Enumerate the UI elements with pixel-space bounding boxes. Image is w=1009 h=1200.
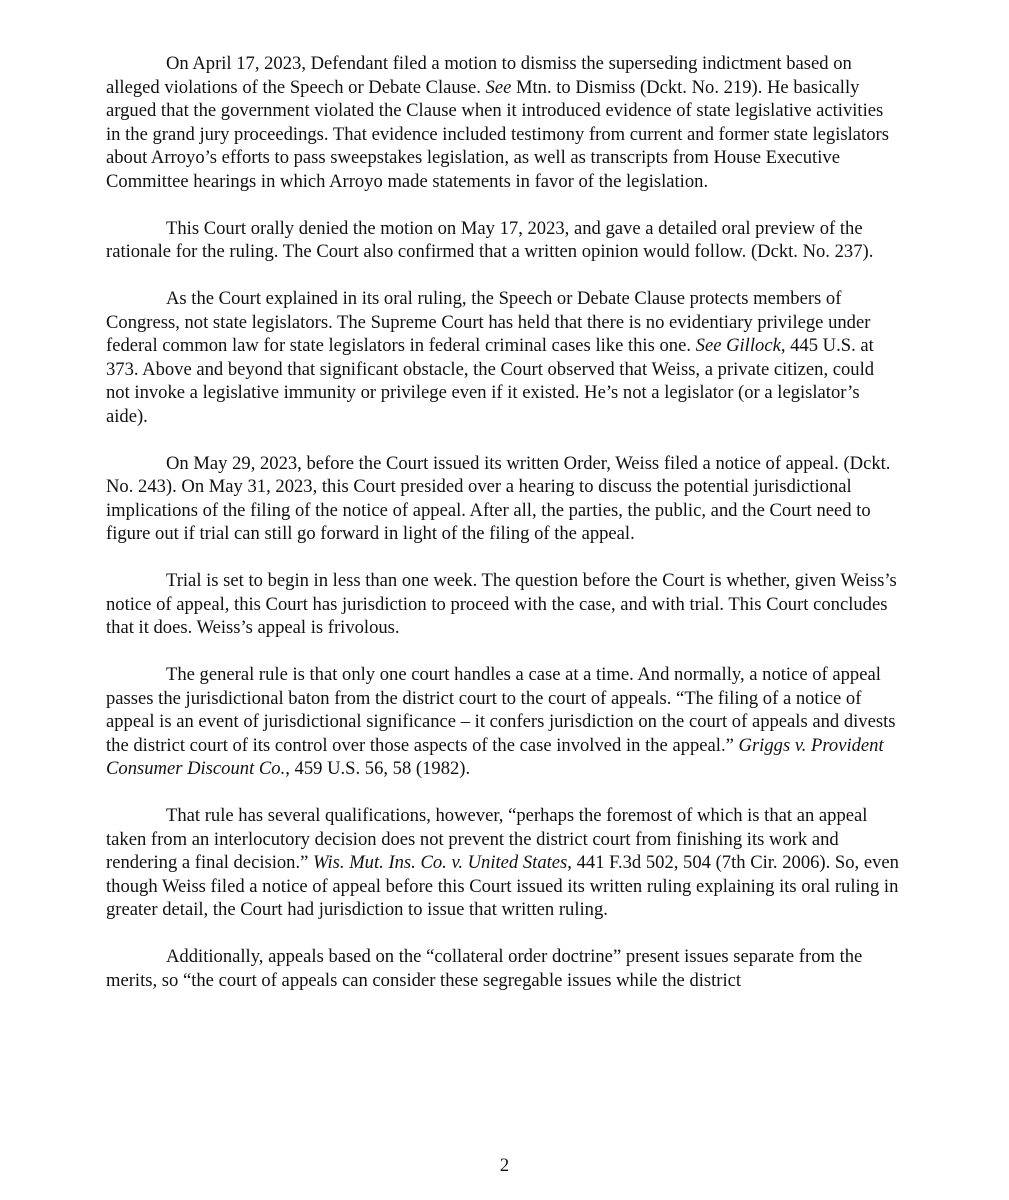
paragraph-notice-of-appeal bbox=[106, 452, 901, 546]
text-run: This Court orally denied the motion on May 17, 2023, and gave a detailed oral preview of the rationale for the ruling. The Court also confirmed that a written opinion would follow. (Dckt. No. 237). bbox=[106, 217, 874, 262]
paragraph-general-rule bbox=[106, 663, 901, 781]
paragraph-oral-denial bbox=[106, 217, 901, 264]
text-run: On April 17, 2023, Defendant filed a motion to dismiss the superseding indictment based on alleged violations of the Speech or Debate Clause. bbox=[106, 53, 852, 98]
paragraph-collateral-order bbox=[106, 945, 901, 992]
document-body bbox=[106, 52, 901, 1016]
paragraph-trial-date bbox=[106, 569, 901, 640]
paragraph-speech-or-debate bbox=[106, 287, 901, 428]
text-run: That rule has several qualifications, however, “perhaps the foremost of which is that an appeal taken from an interlocutory decision does not prevent the district court from finishing its work and rendering a final decision.” bbox=[106, 805, 868, 873]
text-run: , 445 U.S. at 373. Above and beyond that significant obstacle, the Court observed that Weiss, a private citizen, could not invoke a legislative immunity or privilege even if it existed. He’s not a legislator (or a legislator’s aide). bbox=[106, 335, 875, 427]
text-run: The general rule is that only one court handles a case at a time. And normally, a notice of appeal passes the jurisdictional baton from the district court to the court of appeals. “The filing of a notice of appeal is an event of jurisdictional significance – it confers jurisdiction on the court of appeals and divests the district court of its control over those aspects of the case involved in the appeal.” bbox=[106, 664, 896, 756]
case-citation: Griggs v. Provident Consumer Discount Co. bbox=[106, 734, 884, 779]
text-run: Trial is set to begin in less than one week. The question before the Court is whether, given Weiss’s notice of appeal, this Court has jurisdiction to proceed with the case, and with trial. This Court concludes that it does. Weiss’s appeal is frivolous. bbox=[106, 570, 897, 638]
text-run: Mtn. to Dismiss (Dckt. No. 219). He basically argued that the government violated the Clause when it introduced evidence of state legislative activities in the grand jury proceedings. That evidence included testimony from current and former state legislators about Arroyo’s efforts to pass sweepstakes legislation, as well as transcripts from House Executive Committee hearings in which Arroyo made statements in favor of the legislation. bbox=[106, 76, 889, 192]
paragraph-qualifications bbox=[106, 804, 901, 922]
paragraph-motion-to-dismiss bbox=[106, 52, 901, 193]
case-citation: Wis. Mut. Ins. Co. v. United States bbox=[313, 852, 568, 873]
case-citation: See Gillock bbox=[695, 335, 781, 356]
text-run: , 459 U.S. 56, 58 (1982). bbox=[285, 758, 471, 779]
text-run: , 441 F.3d 502, 504 (7th Cir. 2006). So, even though Weiss filed a notice of appeal before this Court issued its written ruling explaining its oral ruling in greater detail, the Court had jurisdiction to issue that written ruling. bbox=[106, 852, 899, 920]
text-run: On May 29, 2023, before the Court issued its written Order, Weiss filed a notice of appeal. (Dckt. No. 243). On May 31, 2023, this Court presided over a hearing to discuss the potential jurisdictional implications of the filing of the notice of appeal. After all, the parties, the public, and the Court need to figure out if trial can still go forward in light of the filing of the appeal. bbox=[106, 452, 891, 544]
text-run: As the Court explained in its oral ruling, the Speech or Debate Clause protects members of Congress, not state legislators. The Supreme Court has held that there is no evidentiary privilege under federal common law for state legislators in federal criminal cases like this one. bbox=[106, 288, 871, 356]
page-number: 2 bbox=[499, 1155, 510, 1176]
text-run: Additionally, appeals based on the “collateral order doctrine” present issues separate from the merits, so “the court of appeals can consider these segregable issues while the district bbox=[106, 946, 863, 991]
citation-signal: See bbox=[485, 76, 512, 98]
